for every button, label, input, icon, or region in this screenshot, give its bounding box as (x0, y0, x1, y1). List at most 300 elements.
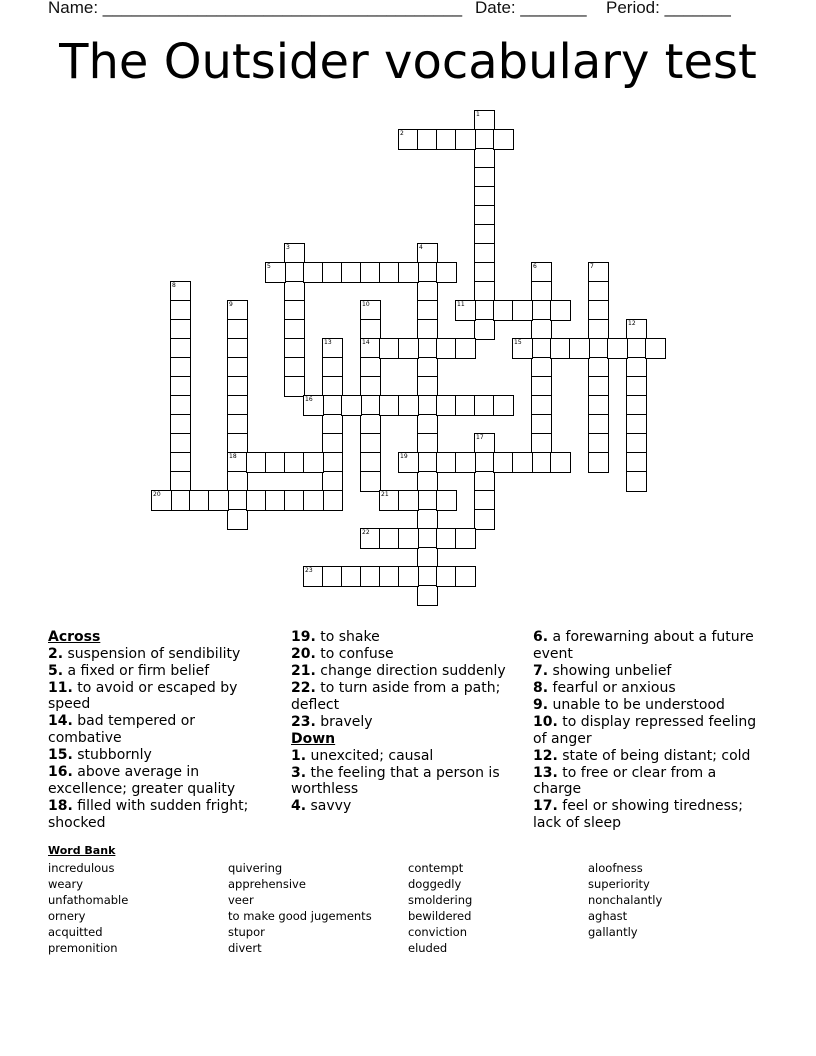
word-bank-item: bewildered (408, 909, 472, 924)
crossword-cell[interactable] (531, 376, 552, 397)
crossword-cell[interactable] (474, 319, 495, 340)
crossword-cell[interactable] (417, 547, 438, 568)
clues-column-1 (48, 629, 273, 832)
crossword-cell[interactable] (170, 357, 191, 378)
word-bank-column-3 (408, 860, 472, 957)
clue-number: 10 (362, 301, 370, 308)
clue-item-text: bad tempered or combative (48, 713, 196, 747)
crossword-cell[interactable] (588, 452, 609, 473)
crossword-cell[interactable] (417, 262, 438, 283)
crossword-cell[interactable] (474, 490, 495, 511)
crossword-cell[interactable] (493, 395, 514, 416)
crossword-cell[interactable] (493, 129, 514, 150)
clue-item-text: change direction suddenly (315, 663, 506, 680)
word-bank-item: weary (48, 877, 84, 892)
word-bank-item: stupor (228, 925, 265, 940)
crossword-cell[interactable] (417, 566, 438, 587)
crossword-cell[interactable] (379, 395, 400, 416)
crossword-cell[interactable] (322, 433, 343, 454)
down-clue-list-continued (533, 629, 768, 832)
clue-item-text: stubbornly (72, 747, 152, 764)
crossword-cell[interactable] (474, 281, 495, 302)
across-clue-list (48, 646, 273, 832)
crossword-cell[interactable] (284, 262, 305, 283)
word-bank-item: divert (228, 941, 262, 956)
crossword-cell[interactable] (227, 357, 248, 378)
crossword-cell[interactable] (417, 452, 438, 473)
clue-item-text: to confuse (315, 646, 394, 663)
word-bank-item: to make good jugements (228, 909, 372, 924)
crossword-cell[interactable] (360, 433, 381, 454)
crossword-cell[interactable] (322, 262, 343, 283)
crossword-cell[interactable] (322, 471, 343, 492)
crossword-cell[interactable] (322, 357, 343, 378)
clue-item-text: a forewarning about a future event (533, 629, 754, 662)
crossword-cell[interactable] (455, 338, 476, 359)
crossword-cell[interactable] (360, 300, 381, 321)
crossword-cell[interactable] (626, 433, 647, 454)
clue-item-number: 1. (291, 747, 307, 764)
crossword-cell[interactable] (474, 148, 495, 169)
clue-item (291, 765, 516, 798)
clue-item-text: feel or showing tiredness; lack of sleep (533, 798, 743, 832)
crossword-cell[interactable] (170, 300, 191, 321)
crossword-cell[interactable] (170, 281, 191, 302)
crossword-cell[interactable] (436, 528, 457, 549)
crossword-cell[interactable] (360, 395, 381, 416)
clue-item-text: to free or clear from a charge (533, 764, 717, 798)
clue-item-text: bravely (315, 713, 373, 730)
date-field: Date: _______ (475, 0, 587, 17)
crossword-cell[interactable] (360, 452, 381, 473)
crossword-cell[interactable] (398, 452, 419, 473)
clue-item-number: 12. (533, 747, 558, 764)
crossword-cell[interactable] (341, 566, 362, 587)
crossword-cell[interactable] (512, 338, 533, 359)
clue-item (48, 747, 273, 764)
clue-number: 3 (286, 244, 290, 251)
clue-number: 15 (514, 339, 522, 346)
crossword-cell[interactable] (398, 528, 419, 549)
crossword-cell[interactable] (626, 395, 647, 416)
crossword-cell[interactable] (322, 452, 343, 473)
clue-number: 14 (362, 339, 370, 346)
crossword-cell[interactable] (474, 110, 495, 131)
crossword-cell[interactable] (322, 395, 343, 416)
crossword-cell[interactable] (227, 395, 248, 416)
name-field: Name: ______________________________________ (48, 0, 463, 17)
word-bank-item: eluded (408, 941, 448, 956)
clue-item (533, 748, 768, 765)
crossword-cell[interactable] (417, 528, 438, 549)
crossword-cell[interactable] (398, 490, 419, 511)
crossword-cell[interactable] (417, 490, 438, 511)
crossword-cell[interactable] (322, 566, 343, 587)
clue-number: 7 (590, 263, 594, 270)
crossword-cell[interactable] (474, 300, 495, 321)
crossword-cell[interactable] (474, 167, 495, 188)
crossword-cell[interactable] (588, 376, 609, 397)
crossword-cell[interactable] (588, 300, 609, 321)
clue-item-number: 2. (48, 645, 64, 662)
word-bank-item: doggedly (408, 877, 462, 892)
crossword-cell[interactable] (417, 300, 438, 321)
crossword-cell[interactable] (607, 338, 628, 359)
crossword-cell[interactable] (227, 376, 248, 397)
clues-column-2 (291, 629, 516, 816)
clue-item-text: fearful or anxious (548, 679, 676, 696)
clue-item-number: 10. (533, 713, 558, 730)
crossword-cell[interactable] (284, 338, 305, 359)
word-bank-item: veer (228, 893, 254, 908)
crossword-cell[interactable] (417, 319, 438, 340)
crossword-cell[interactable] (550, 452, 571, 473)
word-bank-item: premonition (48, 941, 118, 956)
crossword-cell[interactable] (474, 186, 495, 207)
crossword-cell[interactable] (588, 262, 609, 283)
crossword-cell[interactable] (531, 281, 552, 302)
crossword-cell[interactable] (360, 262, 381, 283)
crossword-cell[interactable] (170, 414, 191, 435)
crossword-cell[interactable] (284, 281, 305, 302)
clue-number: 21 (381, 491, 389, 498)
page-title: The Outsider vocabulary test (59, 34, 757, 90)
clue-item (291, 714, 516, 731)
clue-item-number: 9. (533, 696, 549, 713)
crossword-cell[interactable] (588, 281, 609, 302)
crossword-cell[interactable] (398, 338, 419, 359)
word-bank-item: aghast (588, 909, 628, 924)
clue-item (533, 663, 768, 680)
crossword-cell[interactable] (379, 262, 400, 283)
crossword-cell[interactable] (379, 338, 400, 359)
crossword-cell[interactable] (360, 357, 381, 378)
crossword-cell[interactable] (322, 376, 343, 397)
clue-item (48, 663, 273, 680)
clue-item-text: to turn aside from a path; deflect (291, 680, 501, 713)
crossword-cell[interactable] (436, 395, 457, 416)
crossword-cell[interactable] (531, 357, 552, 378)
crossword-cell[interactable] (360, 566, 381, 587)
clue-item (291, 798, 516, 815)
crossword-cell[interactable] (588, 414, 609, 435)
crossword-cell[interactable] (303, 262, 324, 283)
clue-item-number: 6. (533, 629, 549, 645)
crossword-cell[interactable] (417, 281, 438, 302)
crossword-cell[interactable] (246, 452, 267, 473)
crossword-cell[interactable] (626, 471, 647, 492)
clue-number: 22 (362, 529, 370, 536)
crossword-cell[interactable] (474, 433, 495, 454)
crossword-cell[interactable] (303, 452, 324, 473)
crossword-cell[interactable] (455, 566, 476, 587)
clue-item-number: 22. (291, 680, 316, 697)
clue-item-text: to avoid or escaped by speed (48, 679, 238, 713)
crossword-cell[interactable] (227, 338, 248, 359)
clue-item (48, 798, 273, 831)
word-bank-column-4 (588, 860, 662, 940)
clue-item-number: 4. (291, 798, 307, 815)
word-bank-item: nonchalantly (588, 893, 663, 908)
crossword-cell[interactable] (417, 376, 438, 397)
down-clue-list (291, 748, 516, 815)
crossword-cell[interactable] (227, 509, 248, 530)
clue-item-text: to display repressed feeling of anger (533, 713, 757, 747)
crossword-cell[interactable] (626, 452, 647, 473)
crossword-cell[interactable] (474, 224, 495, 245)
clue-item-text: unable to be understood (548, 696, 725, 713)
clue-item-number: 20. (291, 646, 316, 663)
crossword-cell[interactable] (284, 376, 305, 397)
crossword-cell[interactable] (569, 338, 590, 359)
crossword-cell[interactable] (512, 452, 533, 473)
crossword-cell[interactable] (417, 585, 438, 606)
crossword-cell[interactable] (588, 433, 609, 454)
clue-item (291, 663, 516, 680)
crossword-cell[interactable] (474, 243, 495, 264)
crossword-cell[interactable] (588, 338, 609, 359)
clue-item-text: a fixed or firm belief (63, 662, 210, 679)
crossword-cell[interactable] (189, 490, 210, 511)
crossword-cell[interactable] (360, 376, 381, 397)
crossword-cell[interactable] (303, 395, 324, 416)
word-bank-item: acquitted (48, 925, 103, 940)
clue-item (291, 629, 516, 646)
crossword-cell[interactable] (284, 243, 305, 264)
crossword-cell[interactable] (341, 395, 362, 416)
crossword-cell[interactable] (208, 490, 229, 511)
crossword-cell[interactable] (455, 395, 476, 416)
clue-item (533, 697, 768, 714)
crossword-cell[interactable] (227, 471, 248, 492)
crossword-cell[interactable] (417, 357, 438, 378)
crossword-cell[interactable] (360, 338, 381, 359)
crossword-cell[interactable] (303, 490, 324, 511)
crossword-cell[interactable] (417, 433, 438, 454)
crossword-cell[interactable] (436, 490, 457, 511)
clue-item-number: 11. (48, 679, 73, 696)
clue-item-text: suspension of sendibility (63, 645, 241, 662)
crossword-cell[interactable] (417, 243, 438, 264)
crossword-cell[interactable] (398, 262, 419, 283)
clue-item (291, 646, 516, 663)
crossword-cell[interactable] (227, 319, 248, 340)
crossword-cell[interactable] (284, 319, 305, 340)
crossword-cell[interactable] (170, 376, 191, 397)
crossword-cell[interactable] (645, 338, 666, 359)
crossword-cell[interactable] (360, 414, 381, 435)
clue-item (533, 765, 768, 798)
clue-item (533, 629, 768, 662)
crossword-cell[interactable] (170, 319, 191, 340)
crossword-cell[interactable] (417, 395, 438, 416)
word-bank-title: Word Bank (48, 844, 116, 857)
crossword-cell[interactable] (417, 338, 438, 359)
clue-number: 23 (305, 567, 313, 574)
crossword-cell[interactable] (227, 414, 248, 435)
crossword-cell[interactable] (531, 433, 552, 454)
clue-number: 11 (457, 301, 465, 308)
crossword-cell[interactable] (474, 262, 495, 283)
crossword-cell[interactable] (626, 357, 647, 378)
crossword-cell[interactable] (379, 490, 400, 511)
clue-number: 20 (153, 491, 161, 498)
crossword-cell[interactable] (360, 471, 381, 492)
crossword-cell[interactable] (417, 509, 438, 530)
crossword-cell[interactable] (398, 566, 419, 587)
clue-item (533, 798, 768, 831)
crossword-cell[interactable] (455, 129, 476, 150)
crossword-cell[interactable] (284, 300, 305, 321)
crossword-cell[interactable] (512, 300, 533, 321)
crossword-cell[interactable] (436, 129, 457, 150)
clue-item-text: the feeling that a person is worthless (291, 764, 500, 798)
crossword-cell[interactable] (417, 414, 438, 435)
crossword-cell[interactable] (322, 414, 343, 435)
clue-item-number: 19. (291, 629, 316, 645)
crossword-cell[interactable] (493, 452, 514, 473)
period-field: Period: _______ (606, 0, 731, 17)
crossword-cell[interactable] (531, 395, 552, 416)
clue-item-number: 15. (48, 747, 73, 764)
word-bank-item: superiority (588, 877, 650, 892)
clue-item-number: 8. (533, 679, 549, 696)
clue-number: 18 (229, 453, 237, 460)
clue-number: 13 (324, 339, 332, 346)
crossword-cell[interactable] (436, 566, 457, 587)
clue-item (291, 748, 516, 765)
clue-item-number: 5. (48, 662, 64, 679)
crossword-cell[interactable] (531, 338, 552, 359)
down-heading: Down (291, 731, 336, 748)
word-bank-column-2 (228, 860, 372, 957)
crossword-cell[interactable] (341, 262, 362, 283)
crossword-cell[interactable] (626, 319, 647, 340)
crossword-cell[interactable] (626, 376, 647, 397)
crossword-cell[interactable] (531, 300, 552, 321)
crossword-cell[interactable] (265, 452, 286, 473)
crossword-cell[interactable] (531, 262, 552, 283)
word-bank-item: incredulous (48, 861, 115, 875)
crossword-cell[interactable] (170, 471, 191, 492)
clue-item-number: 14. (48, 713, 73, 730)
crossword-cell[interactable] (398, 395, 419, 416)
clue-number: 2 (400, 130, 404, 137)
crossword-cell[interactable] (379, 566, 400, 587)
clue-item-text: showing unbelief (548, 662, 672, 679)
crossword-cell[interactable] (474, 509, 495, 530)
clues-column-3 (533, 629, 768, 832)
clue-item-text: above average in excellence; greater quality (48, 764, 236, 797)
clue-item-text: unexcited; causal (306, 747, 434, 764)
crossword-cell[interactable] (170, 452, 191, 473)
crossword-cell[interactable] (474, 471, 495, 492)
clue-item (48, 646, 273, 663)
crossword-cell[interactable] (284, 490, 305, 511)
crossword-cell[interactable] (284, 357, 305, 378)
clue-item (533, 680, 768, 697)
crossword-cell[interactable] (588, 395, 609, 416)
crossword-cell[interactable] (227, 490, 248, 511)
crossword-cell[interactable] (360, 528, 381, 549)
crossword-cell[interactable] (550, 300, 571, 321)
crossword-cell[interactable] (398, 129, 419, 150)
crossword-cell[interactable] (588, 357, 609, 378)
crossword-cell[interactable] (379, 528, 400, 549)
crossword-cell[interactable] (531, 452, 552, 473)
crossword-cell[interactable] (322, 338, 343, 359)
clue-item (48, 764, 273, 797)
word-bank-item: conviction (408, 925, 467, 940)
crossword-cell[interactable] (265, 490, 286, 511)
clue-number: 8 (172, 282, 176, 289)
clue-item-number: 3. (291, 764, 307, 781)
word-bank-item: contempt (408, 861, 464, 875)
crossword-cell[interactable] (227, 452, 248, 473)
crossword-cell[interactable] (550, 338, 571, 359)
crossword-cell[interactable] (531, 319, 552, 340)
clue-item-number: 18. (48, 797, 73, 814)
crossword-cell[interactable] (626, 338, 647, 359)
clue-item-text: state of being distant; cold (557, 747, 751, 764)
crossword-cell[interactable] (170, 433, 191, 454)
crossword-cell[interactable] (246, 490, 267, 511)
clue-number: 17 (476, 434, 484, 441)
clue-item (291, 680, 516, 713)
crossword-cell[interactable] (170, 338, 191, 359)
clue-item (533, 714, 768, 747)
crossword-cell[interactable] (265, 262, 286, 283)
crossword-cell[interactable] (436, 452, 457, 473)
crossword-cell[interactable] (626, 414, 647, 435)
word-bank-item: apprehensive (228, 877, 306, 892)
clue-number: 12 (628, 320, 636, 327)
crossword-cell[interactable] (455, 300, 476, 321)
crossword-cell[interactable] (417, 129, 438, 150)
crossword-cell[interactable] (417, 471, 438, 492)
crossword-cell[interactable] (455, 528, 476, 549)
crossword-cell[interactable] (474, 395, 495, 416)
crossword-cell[interactable] (474, 452, 495, 473)
crossword-cell[interactable] (436, 338, 457, 359)
clue-number: 1 (476, 111, 480, 118)
clue-item-number: 21. (291, 663, 316, 680)
clue-item-number: 23. (291, 713, 316, 730)
clue-item (48, 680, 273, 713)
clue-number: 9 (229, 301, 233, 308)
crossword-cell[interactable] (151, 490, 172, 511)
crossword-cell[interactable] (303, 566, 324, 587)
crossword-cell[interactable] (284, 452, 305, 473)
crossword-cell[interactable] (588, 319, 609, 340)
word-bank-item: aloofness (588, 861, 643, 875)
crossword-cell[interactable] (455, 452, 476, 473)
crossword-cell[interactable] (322, 490, 343, 511)
crossword-cell[interactable] (493, 300, 514, 321)
word-bank-item: gallantly (588, 925, 638, 940)
clue-number: 19 (400, 453, 408, 460)
crossword-cell[interactable] (474, 205, 495, 226)
crossword-cell[interactable] (170, 395, 191, 416)
clue-item-number: 17. (533, 798, 558, 815)
crossword-cell[interactable] (170, 490, 191, 511)
crossword-cell[interactable] (227, 433, 248, 454)
crossword-cell[interactable] (531, 414, 552, 435)
crossword-cell[interactable] (436, 262, 457, 283)
crossword-cell[interactable] (360, 319, 381, 340)
crossword-cell[interactable] (474, 129, 495, 150)
crossword-cell[interactable] (227, 300, 248, 321)
